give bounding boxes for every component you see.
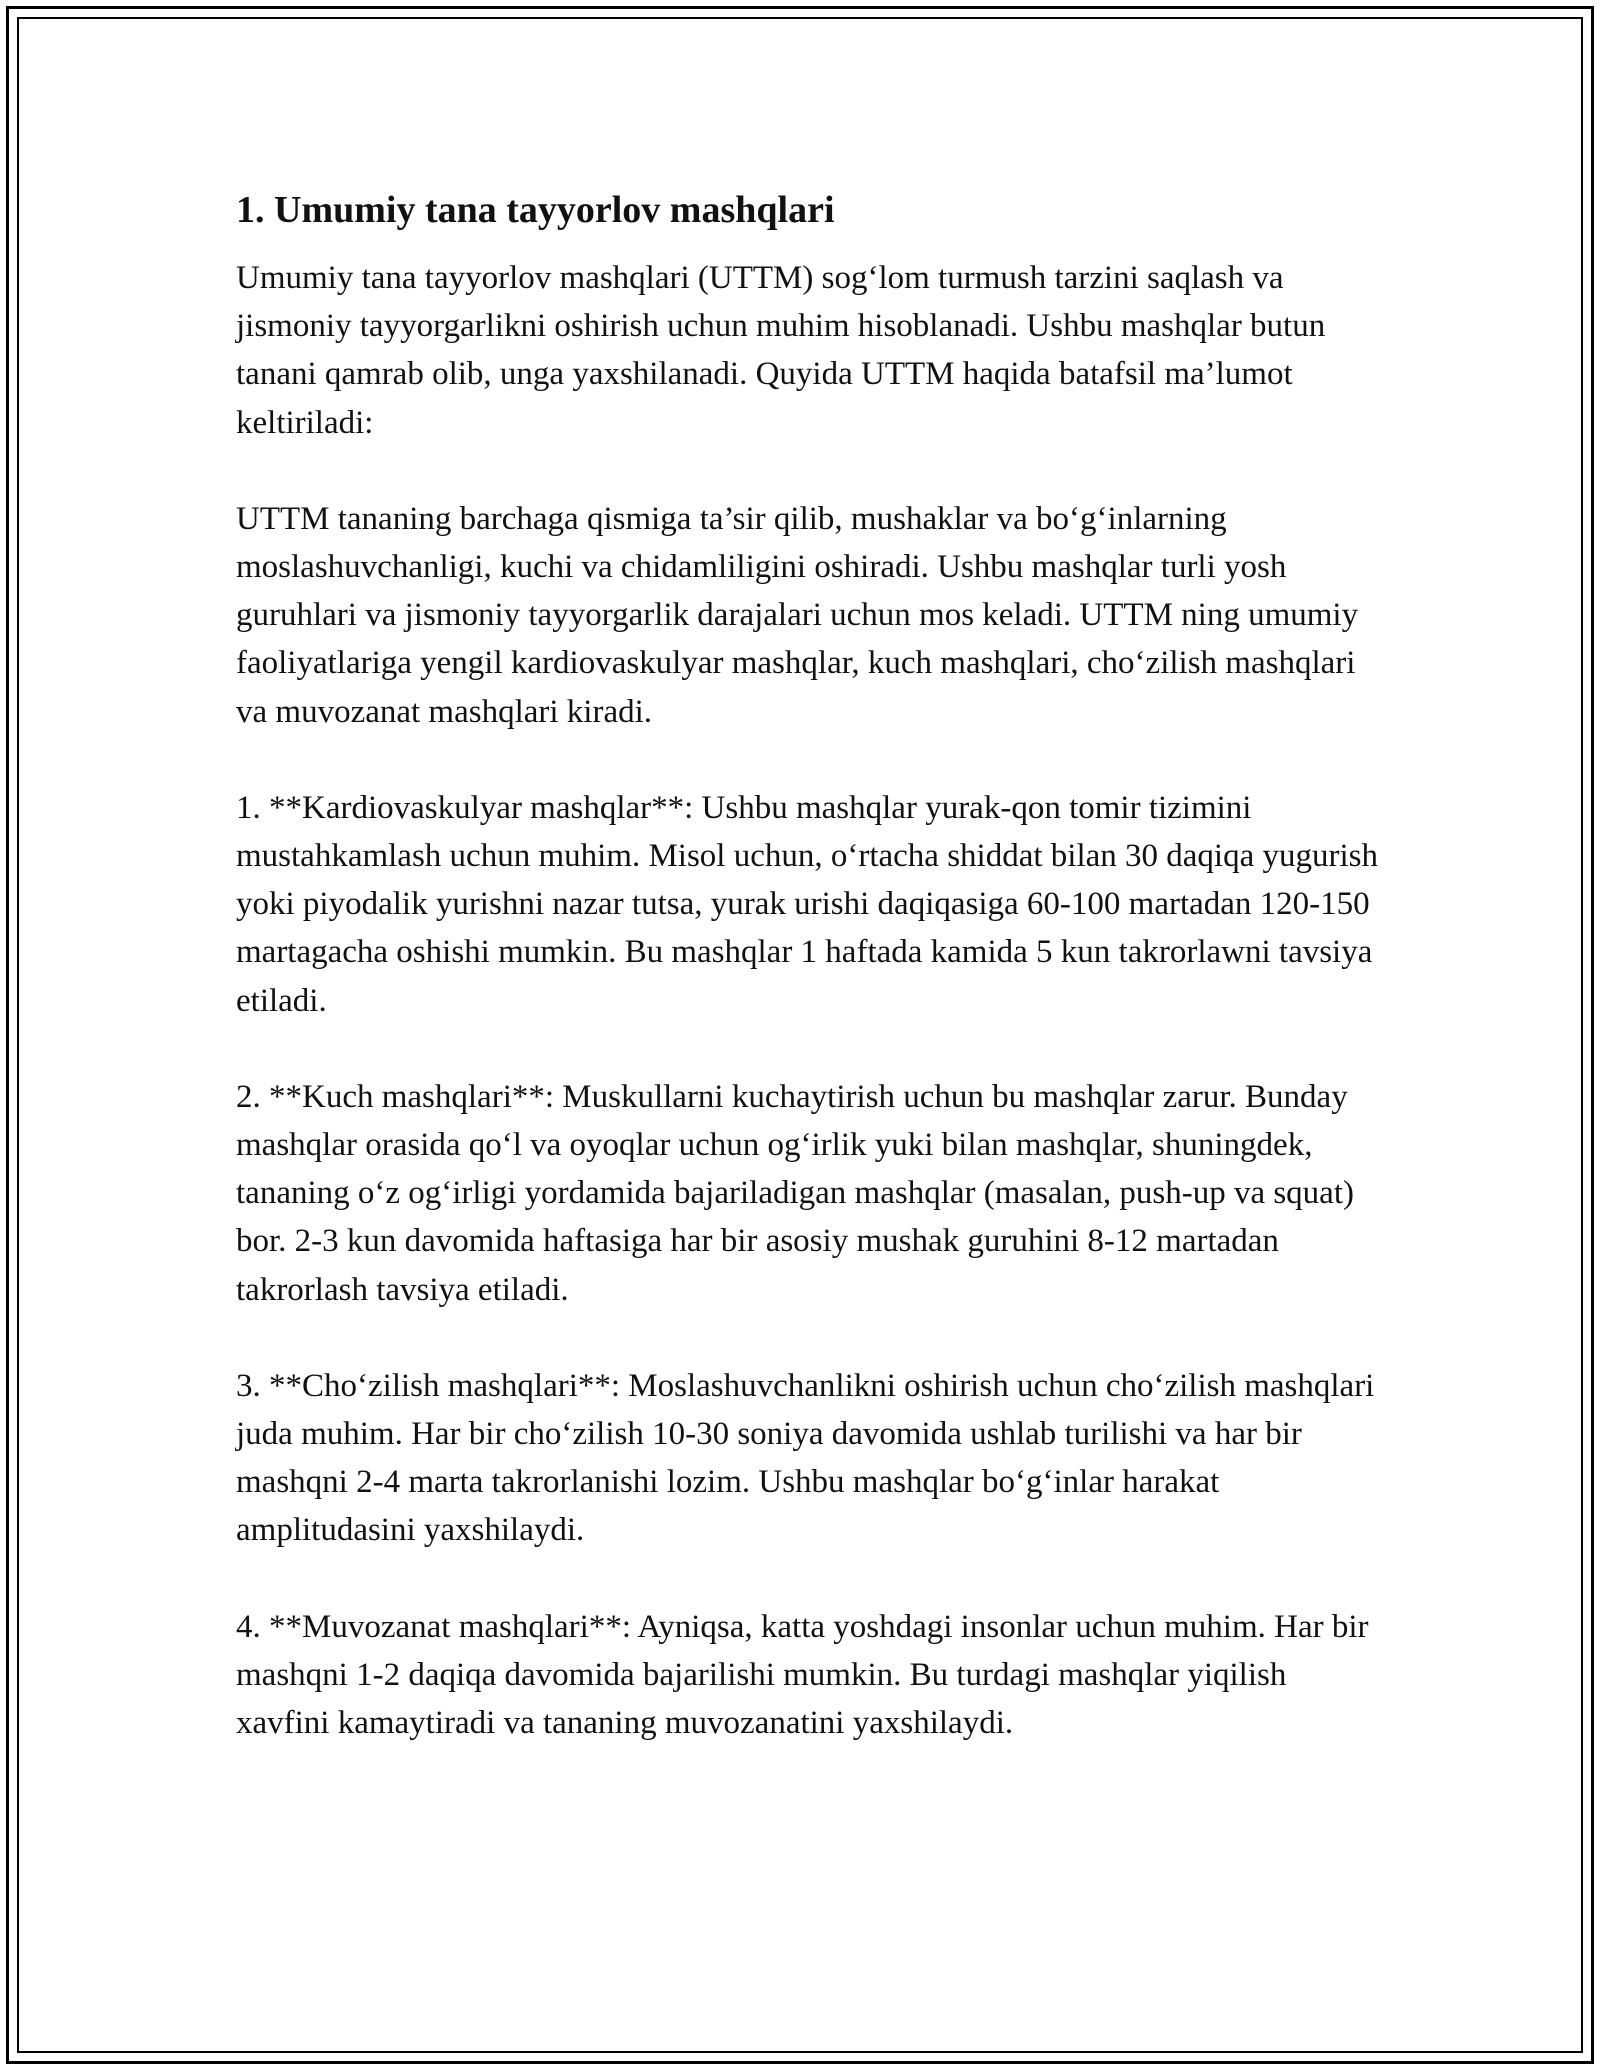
document-body xyxy=(236,186,1386,1747)
intro-paragraph: Umumiy tana tayyorlov mashqlari (UTTM) sog‘lom turmush tarzini saqlash va jismoniy tayyorgarlikni oshirish uchun muhim hisoblanadi. Ushbu mashqlar butun tanani qamrab olib, unga yaxshilanadi. Quyida UTTM haqida batafsil ma’lumot keltiriladi: xyxy=(236,260,1326,441)
overview-paragraph: UTTM tananing barchaga qismiga ta’sir qilib, mushaklar va bo‘g‘inlarning moslashuvchanligi, kuchi va chidamliligini oshiradi. Ushbu mashqlar turli yosh guruhlari va jismoniy tayyorgarlik darajalari uchun mos keladi. UTTM ning umumiy faoliyatlariga yengil kardiovaskulyar mashqlar, kuch mashqlari, cho‘zilish mashqlari va muvozanat mashqlari kiradi. xyxy=(236,500,1359,730)
cardio-paragraph: 1. **Kardiovaskulyar mashqlar**: Ushbu mashqlar yurak-qon tomir tizimini mustahkamlash uchun muhim. Misol uchun, o‘rtacha shiddat bilan 30 daqiqa yugurish yoki piyodalik yurishni nazar tutsa, yurak urishi daqiqasiga 60-100 martadan 120-150 martagacha oshishi mumkin. Bu mashqlar 1 haftada kamida 5 kun takrorlawni tavsiya etiladi. xyxy=(236,789,1378,1019)
stretching-paragraph: 3. **Cho‘zilish mashqlari**: Moslashuvchanlikni oshirish uchun cho‘zilish mashqlari juda muhim. Har bir cho‘zilish 10-30 soniya davomida ushlab turilishi va har bir mashqni 2-4 marta takrorlanishi lozim. Ushbu mashqlar bo‘g‘inlar harakat amplitudasini yaxshilaydi. xyxy=(236,1367,1375,1549)
document-title: 1. Umumiy tana tayyorlov mashqlari xyxy=(236,189,835,231)
balance-paragraph: 4. **Muvozanat mashqlari**: Ayniqsa, katta yoshdagi insonlar uchun muhim. Har bir mashqni 1-2 daqiqa davomida bajarilishi mumkin. Bu turdagi mashqlar yiqilish xavfini kamaytiradi va tananing muvozanatini yaxshilaydi. xyxy=(236,1608,1369,1742)
strength-paragraph: 2. **Kuch mashqlari**: Muskullarni kuchaytirish uchun bu mashqlar zarur. Bunday mashqlar orasida qo‘l va oyoqlar uchun og‘irlik yuki bilan mashqlar, shuningdek, tananing o‘z og‘irligi yordamida bajariladigan mashqlar (masalan, push-up va squat) bor. 2-3 kun davomida haftasiga har bir asosiy mushak guruhini 8-12 martadan takrorlash tavsiya etiladi. xyxy=(236,1078,1354,1308)
